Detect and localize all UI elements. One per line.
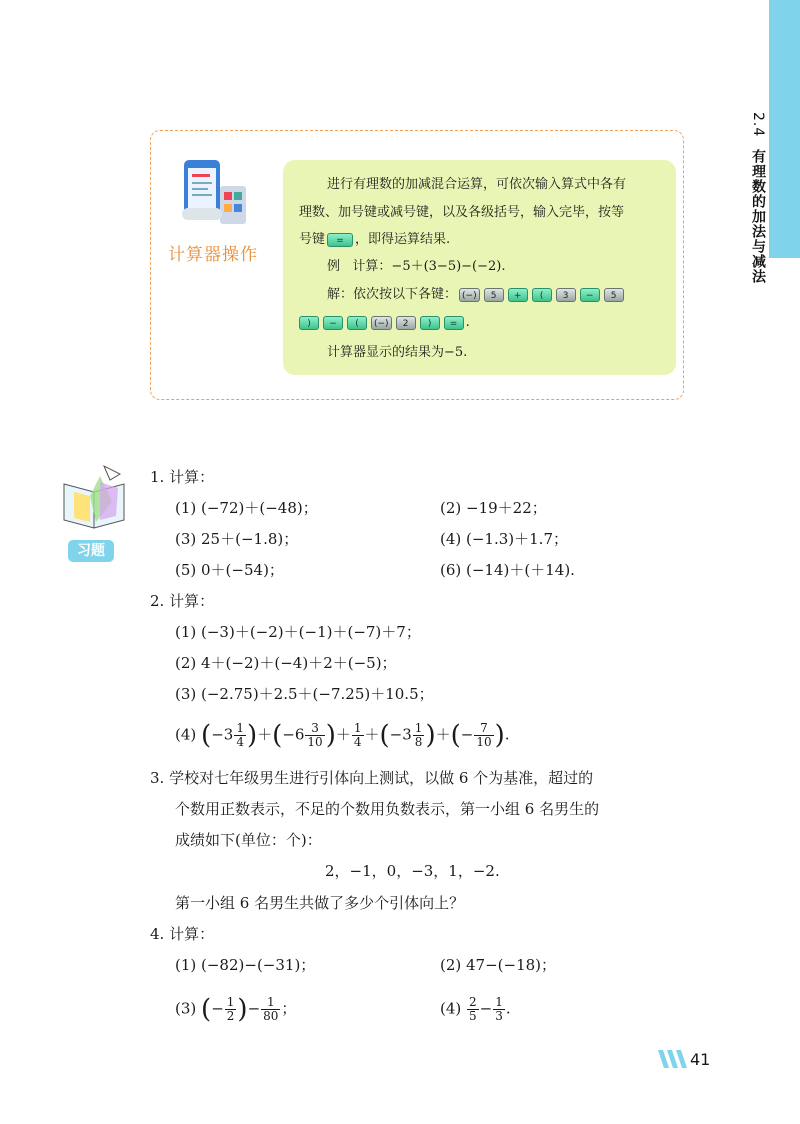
q2-item3: (3) (−2.75)＋2.5＋(−7.25)＋10.5； (175, 685, 434, 703)
key-5: 5 (604, 288, 624, 302)
q1-item1: (1) (−72)＋(−48)； (175, 499, 318, 517)
q2-item1: (1) (−3)＋(−2)＋(−1)＋(−7)＋7； (175, 623, 421, 641)
section-number: 2.4 (750, 112, 766, 138)
page-number: 41 (690, 1050, 711, 1069)
calc-result: 计算器显示的结果为−5. (327, 345, 468, 360)
q3-line2: 个数用正数表示，不足的个数用负数表示，第一小组 6 名男生的 (175, 800, 600, 818)
key-negative: (−) (371, 316, 392, 330)
q1-item2: (2) −19＋22； (440, 499, 547, 517)
key-3: 3 (556, 288, 576, 302)
q1-item5: (5) 0＋(−54)； (175, 561, 284, 579)
page-stripes-icon (656, 1048, 688, 1070)
calc-para-line1: 进行有理数的加减混合运算，可依次输入算式中各有 (327, 177, 627, 192)
calc-solution-row2: ) − ( (−) 2 ) = . (297, 314, 470, 332)
key-minus: − (580, 288, 600, 302)
q1-title: 1. 计算： (150, 468, 215, 486)
key-close-paren: ) (420, 316, 440, 330)
calc-solution-row1: 解：依次按以下各键： (−) 5 + ( 3 − 5 (327, 286, 626, 304)
q4-item3: (3) (− $\frac{1}{2}$ )− $\frac{1}{80}$ ； (175, 994, 297, 1025)
calculator-instructions-panel (283, 160, 676, 375)
key-equals: = (444, 316, 464, 330)
key-minus: − (323, 316, 343, 330)
q2-item2: (2) 4＋(−2)＋(−4)＋2＋(−5)； (175, 654, 397, 672)
key-close-paren: ) (299, 316, 319, 330)
q2-item4: (4) (−3 $\frac{1}{4}$ )＋(−6 $\frac{3}{10}$ )＋ $\frac{1}{4}$ ＋(−3 $\frac{1}{8}$ )＋(− $\frac{7}{10}$ ). (175, 720, 510, 751)
q4-item4: (4) $\frac{2}{5}$ − $\frac{1}{3}$ . (440, 995, 511, 1023)
q2-title: 2. 计算： (150, 592, 215, 610)
chapter-side-label (742, 112, 768, 284)
calc-para-line3: 号键 = ，即得运算结果. (299, 232, 451, 247)
q4-title: 4. 计算： (150, 925, 215, 943)
q4-item1: (1) (−82)−(−31)； (175, 956, 316, 974)
key-2: 2 (396, 316, 416, 330)
key-5: 5 (484, 288, 504, 302)
key-open-paren: ( (347, 316, 367, 330)
q3-question: 第一小组 6 名男生共做了多少个引体向上？ (175, 894, 465, 912)
key-open-paren: ( (532, 288, 552, 302)
chapter-side-tab (769, 0, 800, 258)
calculator-phone-icon (180, 158, 252, 230)
q3-data: 2，−1，0，−3，1，−2. (325, 862, 500, 880)
calculator-section-title: 计算器操作 (168, 245, 258, 265)
q1-item3: (3) 25＋(−1.8)； (175, 530, 299, 548)
calc-para-line2: 理数、加号键或减号键，以及各级括号，输入完毕，按等 (299, 205, 625, 220)
q3-line3: 成绩如下(单位：个)： (175, 831, 322, 849)
q4-item2: (2) 47−(−18)； (440, 956, 557, 974)
equals-key: = (327, 233, 353, 247)
exercise-badge: 习题 (68, 540, 114, 562)
q1-item4: (4) (−1.3)＋1.7； (440, 530, 568, 548)
calc-example: 例 计算：−5＋(3−5)−(−2). (327, 259, 506, 274)
q3-line1: 3. 学校对七年级男生进行引体向上测试，以做 6 个为基准，超过的 (150, 769, 594, 787)
section-title: 有理数的加法与减法 (750, 149, 766, 285)
q1-item6: (6) (−14)＋(＋14). (440, 561, 575, 579)
key-negative: (−) (459, 288, 480, 302)
key-plus: + (508, 288, 528, 302)
open-book-icon (60, 462, 128, 532)
